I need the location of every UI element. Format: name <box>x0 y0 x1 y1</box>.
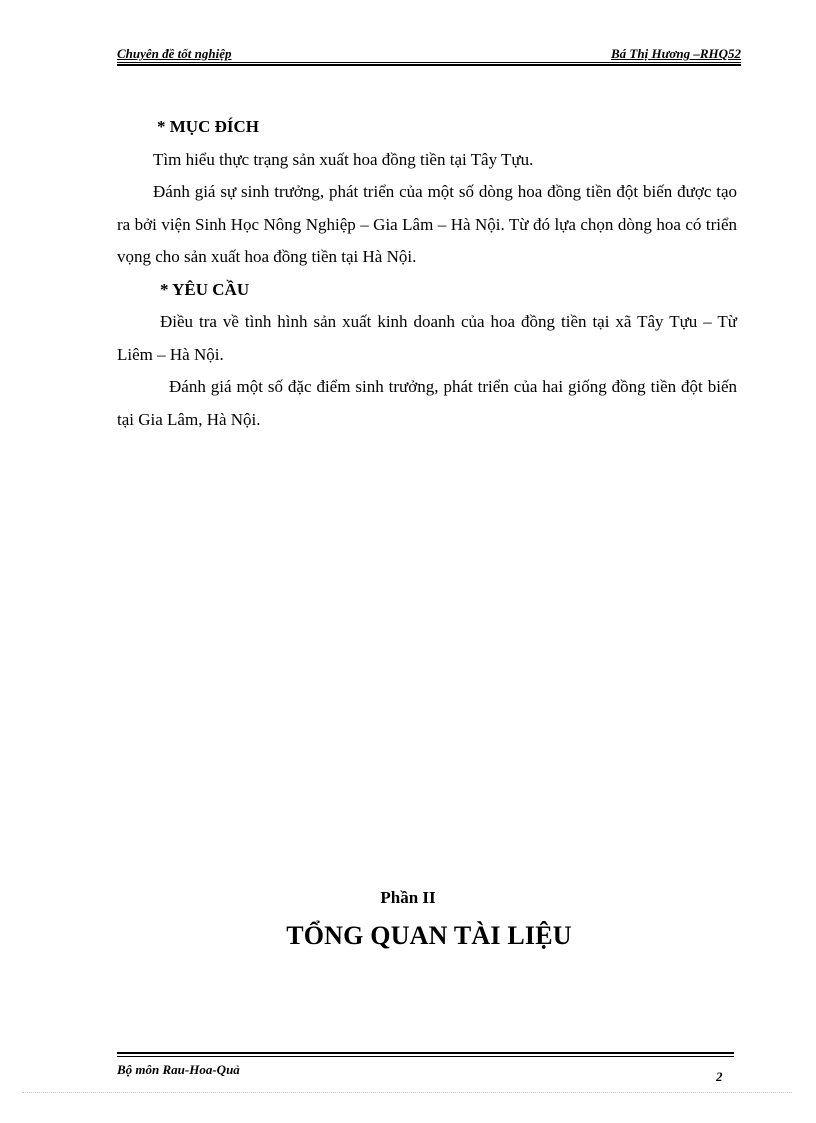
part-label: Phần II <box>380 888 436 907</box>
header-rule-thick <box>117 64 741 66</box>
requirement-paragraph-2: Đánh giá một số đặc điểm sinh trưởng, phát triển của hai giống đồng tiền đột biến tại Gia Lâm, Hà Nội. <box>117 377 737 429</box>
header-rule <box>117 62 741 63</box>
document-body <box>117 111 737 436</box>
page-edge-divider <box>22 1092 792 1093</box>
footer-rule <box>117 1056 734 1057</box>
requirement-paragraph-1: Điều tra về tình hình sản xuất kinh doanh của hoa đồng tiền tại xã Tây Tựu – Từ Liêm – Hà Nội. <box>117 312 737 364</box>
header-document-type: Chuyên đề tốt nghiệp <box>117 46 232 61</box>
requirement-heading: * YÊU CẦU <box>160 279 250 299</box>
footer-rule-thick <box>117 1052 734 1054</box>
purpose-paragraph-1: Tìm hiểu thực trạng sản xuất hoa đồng tiền tại Tây Tựu. <box>153 149 534 169</box>
header-author: Bá Thị Hương –RHQ52 <box>611 46 741 61</box>
purpose-heading: * MỤC ĐÍCH <box>157 117 259 136</box>
page-number: 2 <box>716 1069 723 1084</box>
purpose-paragraph-2: Đánh giá sự sinh trưởng, phát triển của một số dòng hoa đồng tiền đột biến được tạo ra bởi viện Sinh Học Nông Nghiệp – Gia Lâm – Hà Nội. Từ đó lựa chọn dòng hoa có triển vọng cho sản xuất hoa đồng tiền tại Hà Nội. <box>117 182 737 266</box>
footer-department: Bộ môn Rau-Hoa-Quả <box>117 1062 240 1077</box>
part-title: TỔNG QUAN TÀI LIỆU <box>286 921 572 950</box>
